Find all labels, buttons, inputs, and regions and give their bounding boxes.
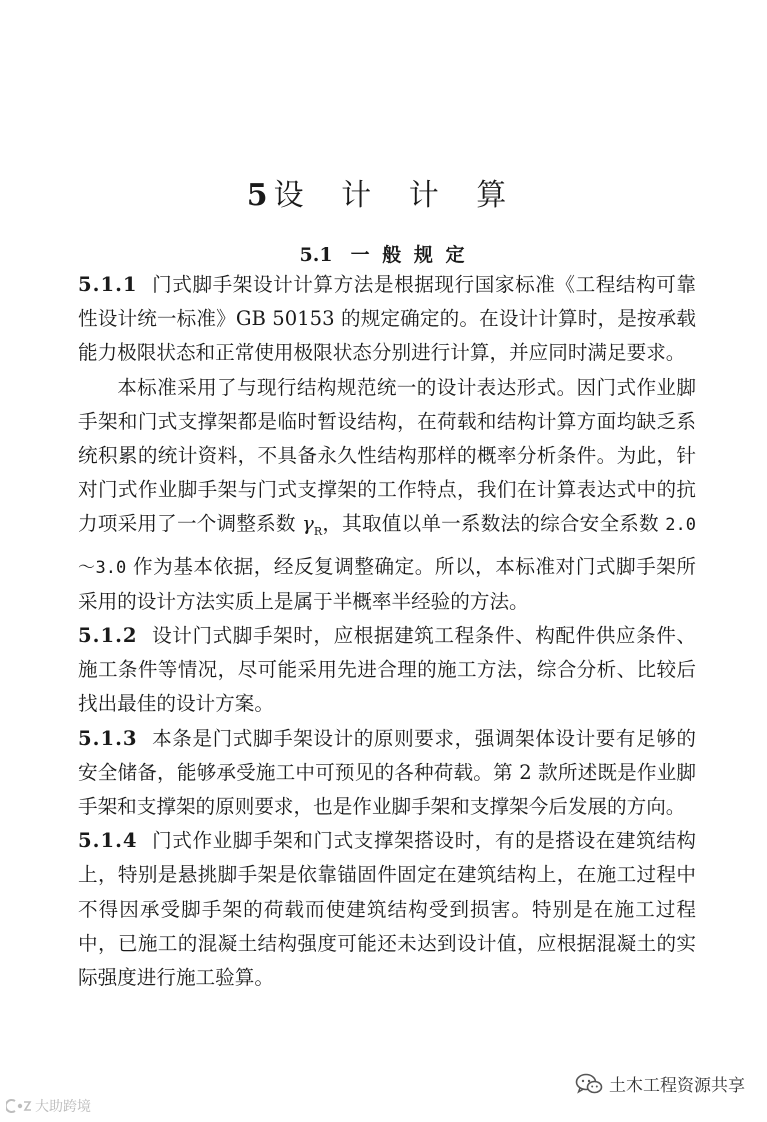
watermark-right	[575, 1071, 745, 1096]
clause-text: 门式作业脚手架和门式支撑架搭设时，有的是搭设在建筑结构上，特别是悬挑脚手架是依靠锚固件固定在建筑结构上，在施工过程中不得因承受脚手架的荷载而使建筑结构受到损害。特别是在施工过程中，已施工的混凝土结构强度可能还未达到设计值，应根据混凝土的实际强度进行施工验算。	[78, 829, 696, 989]
section-title	[0, 240, 767, 267]
clause-5-1-1	[78, 268, 696, 371]
clause-number: 5.1.2	[78, 623, 138, 647]
paragraph-text-part-3: 作为基本依据，经反复调整确定。所以，本标准对门式脚手架所采用的设计方法实质上是属于半概率半经验的方法。	[78, 554, 696, 613]
chapter-number: 5	[246, 178, 268, 214]
clause-5-1-4	[78, 824, 696, 995]
chapter-title-text: 设 计 计 算	[273, 178, 521, 214]
document-body	[78, 268, 696, 995]
clause-5-1-3	[78, 722, 696, 825]
paragraph-text-part-1: 本标准采用了与现行结构规范统一的设计表达形式。因门式作业脚手架和门式支撑架都是临时暂设结构，在荷载和结构计算方面均缺乏系统积累的统计资料，不具备永久性结构那样的概率分析条件。为此，针对门式作业脚手架与门式支撑架的工作特点，我们在计算表达式中的抗力项采用了一个调整系数	[78, 375, 696, 536]
paragraph-text-part-2: ，其取值以单一系数法的综合安全系数	[322, 512, 666, 536]
clause-text: 本条是门式脚手架设计的原则要求，强调架体设计要有足够的安全储备，能够承受施工中可预见的各种荷载。第 2 款所述既是作业脚手架和支撑架的原则要求，也是作业脚手架和支撑架今后发展的方向。	[78, 726, 696, 818]
section-title-text: 一 般 规 定	[350, 243, 468, 266]
gamma-letter: γ	[302, 512, 314, 536]
chapter-title	[0, 170, 767, 214]
gamma-r-symbol	[302, 512, 323, 539]
clause-number: 5.1.4	[78, 829, 138, 853]
clause-text: 门式脚手架设计计算方法是根据现行国家标准《工程结构可靠性设计统一标准》GB 50153 的规定确定的。在设计计算时，是按承载能力极限状态和正常使用极限状态分别进行计算，并应同时满足要求。	[78, 273, 696, 365]
watermark-left	[6, 1096, 91, 1116]
wechat-icon	[575, 1073, 603, 1095]
clause-text: 设计门式脚手架时，应根据建筑工程条件、构配件供应条件、施工条件等情况，尽可能采用先进合理的施工方法，综合分析、比较后找出最佳的设计方案。	[78, 623, 696, 716]
watermark-left-text: 大助跨境	[35, 1099, 91, 1115]
section-number: 5.1	[299, 243, 333, 266]
clause-5-1-2	[78, 619, 696, 722]
c-logo-icon	[6, 1098, 32, 1114]
safety-factor-range: 2.0～3.0	[78, 515, 696, 578]
clause-5-1-1-paragraph-2	[78, 371, 696, 619]
watermark-right-text: 土木工程资源共享	[609, 1076, 745, 1096]
gamma-subscript: R	[313, 525, 323, 539]
clause-number: 5.1.1	[78, 273, 138, 296]
clause-number: 5.1.3	[78, 726, 138, 750]
